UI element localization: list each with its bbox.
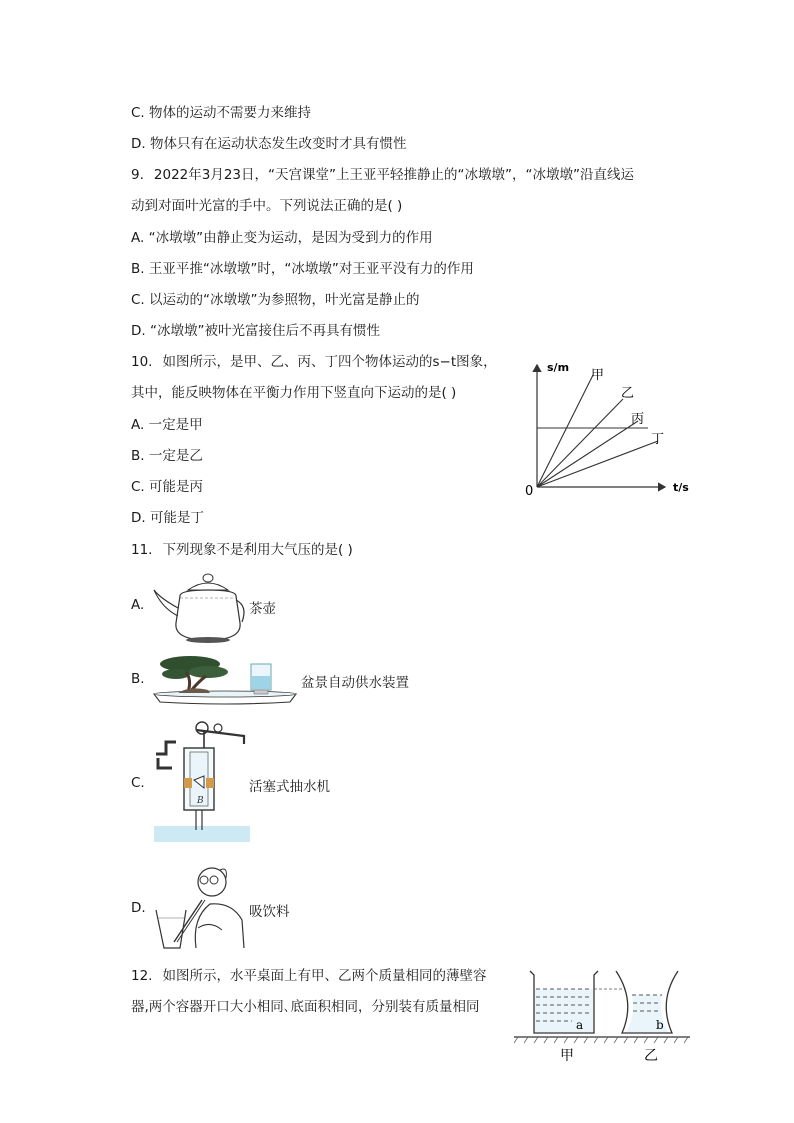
origin-label: 0 xyxy=(525,484,534,499)
y-axis-label: s/m xyxy=(547,361,570,374)
label-jia: 甲 xyxy=(591,368,605,383)
piston-pump-illustration xyxy=(152,718,252,846)
q12-stem-text: 如图所示，水平桌面上有甲、乙两个质量相同的薄壁容 xyxy=(162,968,487,984)
q9-stem-line1 xyxy=(131,166,634,184)
q11-stem-text: 下列现象不是利用大气压的是( ) xyxy=(162,542,353,558)
bonsai-watering-illustration xyxy=(150,650,300,710)
q9-number: 9. xyxy=(131,167,144,183)
x-axis-label: t/s xyxy=(673,481,689,494)
q10-option-c: C. 可能是丙 xyxy=(131,479,204,495)
label-jia-container: 甲 xyxy=(560,1048,574,1064)
q12-number: 12. xyxy=(131,968,153,984)
point-a-label: a xyxy=(576,1018,584,1032)
q10-number: 10. xyxy=(131,354,153,370)
label-bing: 丙 xyxy=(631,412,645,427)
water-jia xyxy=(535,989,593,1032)
q10-option-d: D. 可能是丁 xyxy=(131,510,204,526)
q10-option-a: A. 一定是甲 xyxy=(131,417,203,433)
q9-option-a: A. “冰墩墩”由静止变为运动，是因为受到力的作用 xyxy=(131,230,433,246)
pump-label-b: B xyxy=(197,796,204,806)
label-yi-container: 乙 xyxy=(644,1048,658,1064)
q11-number: 11. xyxy=(131,542,153,558)
q9-option-c: C. 以运动的“冰墩墩”为参照物，叶光富是静止的 xyxy=(131,292,420,308)
q11-stem xyxy=(131,541,353,559)
q10-stem-line2: 其中，能反映物体在平衡力作用下竖直向下运动的是( ) xyxy=(131,385,457,401)
st-graph xyxy=(515,355,700,500)
q11-option-b-letter: B. xyxy=(131,671,145,687)
label-yi: 乙 xyxy=(621,386,635,401)
q9-option-d: D. “冰墩墩”被叶光富接住后不再具有惯性 xyxy=(131,323,380,339)
q11-option-b-caption: 盆景自动供水装置 xyxy=(301,675,409,691)
q11-option-d-letter: D. xyxy=(131,900,146,916)
q11-option-d-caption: 吸饮料 xyxy=(249,904,290,920)
containers-figure xyxy=(512,965,692,1069)
q8-option-c: C. 物体的运动不需要力来维持 xyxy=(131,105,312,121)
q11-option-c-caption: 活塞式抽水机 xyxy=(249,779,330,795)
q10-option-b: B. 一定是乙 xyxy=(131,448,203,464)
drinking-straw-illustration xyxy=(152,858,248,950)
teapot-illustration xyxy=(150,568,250,643)
point-b-label: b xyxy=(656,1018,664,1032)
q9-option-b: B. 王亚平推“冰墩墩”时，“冰墩墩”对王亚平没有力的作用 xyxy=(131,261,474,277)
line-jia xyxy=(537,375,593,487)
q8-option-d: D. 物体只有在运动状态发生改变时才具有惯性 xyxy=(131,136,407,152)
label-ding: 丁 xyxy=(651,432,665,447)
q11-option-a-caption: 茶壶 xyxy=(249,601,276,617)
q11-option-a-letter: A. xyxy=(131,597,145,613)
q10-stem-line1 xyxy=(131,353,497,371)
line-yi xyxy=(537,399,623,487)
q12-stem-line1 xyxy=(131,967,486,985)
q11-option-c-letter: C. xyxy=(131,775,145,791)
q12-stem-line2: 器,两个容器开口大小相同､底面积相同，分别装有质量相同 xyxy=(131,999,480,1015)
q10-stem-text: 如图所示，是甲、乙、丙、丁四个物体运动的s−t图象， xyxy=(162,354,497,370)
q9-stem-text: 2022年3月23日，“天宫课堂”上王亚平轻推静止的“冰墩墩”，“冰墩墩”沿直线运 xyxy=(153,167,634,183)
q9-stem-line2: 动到对面叶光富的手中。下列说法正确的是( ) xyxy=(131,198,403,214)
